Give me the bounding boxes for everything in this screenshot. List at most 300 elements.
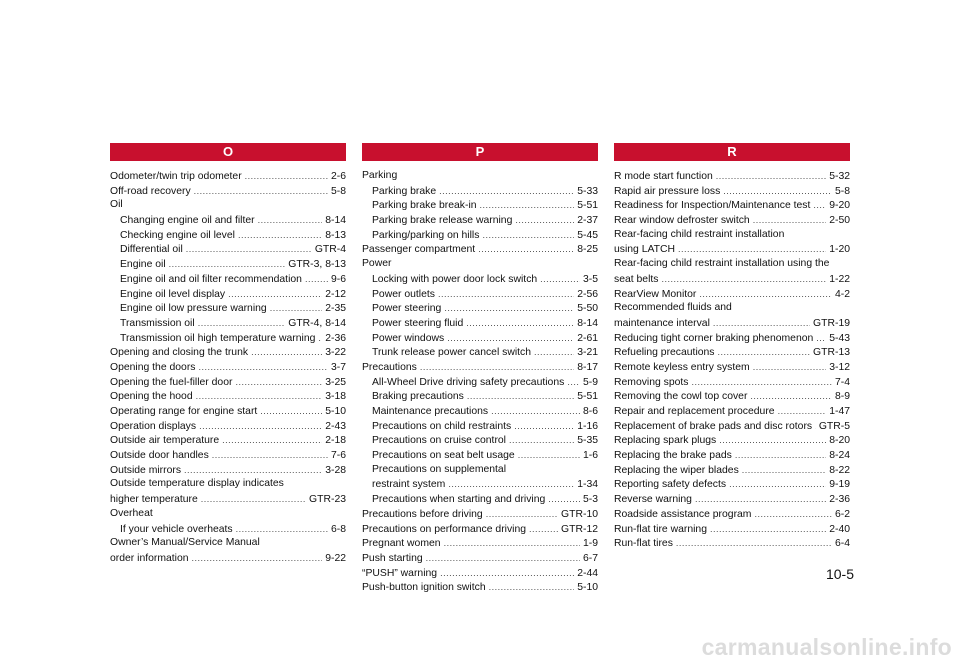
section-header-p: P <box>362 143 598 161</box>
index-entry <box>362 448 598 463</box>
entry-page-ref: 1-20 <box>829 244 850 256</box>
entry-text: Precautions on cruise control <box>372 435 506 447</box>
entry-page-ref: 5-32 <box>829 171 850 182</box>
index-entry <box>614 316 850 331</box>
entry-page-ref: GTR-19 <box>813 317 850 329</box>
index-entry <box>362 536 598 551</box>
entry-text: Power steering <box>372 303 442 315</box>
entry-page-ref: 5-51 <box>577 200 598 212</box>
entry-text: Engine oil low pressure warning <box>120 303 267 315</box>
entry-page-ref: 2-43 <box>325 420 346 432</box>
index-entry <box>614 507 850 522</box>
entry-text: Remote keyless entry system <box>614 361 750 373</box>
index-entry <box>614 360 850 375</box>
entry-page-ref: 7-4 <box>834 376 850 388</box>
entry-page-ref: 8-13 <box>325 229 346 241</box>
index-entry <box>614 433 850 448</box>
index-entry <box>110 522 346 537</box>
index-entry <box>362 507 598 522</box>
entry-text: Precautions on child restraints <box>372 420 512 432</box>
index-entry <box>362 477 598 492</box>
index-entry <box>362 404 598 419</box>
entry-text: Precautions on seat belt usage <box>372 450 515 462</box>
entry-page-ref: 2-35 <box>325 303 346 315</box>
index-entry <box>362 272 598 287</box>
dot-leader <box>813 198 826 213</box>
entry-text: Owner’s Manual/Service Manual <box>110 537 260 549</box>
dot-leader <box>489 580 575 595</box>
entry-text: Engine oil level display <box>120 288 226 300</box>
index-entry <box>362 228 598 243</box>
entry-text: Precautions <box>362 361 417 373</box>
entry-text: Outside air temperature <box>110 435 220 447</box>
entry-text: Pregnant women <box>362 538 441 550</box>
dot-leader <box>199 360 328 375</box>
dot-leader <box>509 433 574 448</box>
index-entry <box>110 198 346 213</box>
entry-text: Trunk release power cancel switch <box>372 347 532 359</box>
entry-page-ref: 2-36 <box>829 494 850 506</box>
dot-leader <box>518 448 580 463</box>
entry-page-ref: 2-40 <box>829 523 850 535</box>
entry-text: Parking brake break-in <box>372 200 477 212</box>
index-entry <box>110 536 346 551</box>
dot-leader <box>258 213 323 228</box>
entry-page-ref: 8-14 <box>577 317 598 329</box>
index-entry <box>110 448 346 463</box>
dot-leader <box>716 169 826 184</box>
entry-text: Run-flat tires <box>614 538 673 550</box>
entry-text: higher temperature <box>110 494 198 506</box>
entry-page-ref: 5-10 <box>325 406 346 417</box>
dot-leader <box>710 522 826 537</box>
index-entry <box>110 287 346 302</box>
index-entry <box>614 375 850 390</box>
entry-page-ref: 1-6 <box>582 450 598 462</box>
entry-text: maintenance interval <box>614 317 710 329</box>
watermark: carmanualsonline.info <box>701 634 952 660</box>
dot-leader <box>486 507 558 522</box>
index-entry <box>362 242 598 257</box>
entry-list-o <box>110 169 346 566</box>
dot-leader <box>480 198 575 213</box>
dot-leader <box>260 404 322 419</box>
entry-page-ref: 9-22 <box>325 552 346 564</box>
entry-text: Replacing the brake pads <box>614 450 732 462</box>
index-entry <box>362 257 598 272</box>
dot-leader <box>661 272 826 287</box>
entry-page-ref: 2-61 <box>577 332 598 344</box>
entry-text: Refueling precautions <box>614 347 715 359</box>
entry-list-r <box>614 169 850 551</box>
dot-leader <box>201 492 306 507</box>
entry-page-ref: 6-8 <box>330 523 346 535</box>
index-entry <box>110 169 346 184</box>
index-entry <box>362 345 598 360</box>
entry-text: Engine oil <box>120 259 166 271</box>
entry-page-ref: 5-50 <box>577 303 598 315</box>
index-entry <box>362 316 598 331</box>
entry-text: seat belts <box>614 273 659 285</box>
index-entry <box>110 375 346 390</box>
dot-leader <box>678 242 826 257</box>
dot-leader <box>194 184 328 199</box>
entry-text: Reporting safety defects <box>614 479 727 491</box>
entry-page-ref: 3-21 <box>577 347 598 359</box>
entry-text: Precautions before driving <box>362 508 483 520</box>
dot-leader <box>699 287 832 302</box>
index-entry <box>614 301 850 316</box>
entry-text: Removing spots <box>614 376 689 388</box>
index-entry <box>110 492 346 507</box>
entry-text: Rear-facing child restraint installation using the <box>614 258 830 270</box>
entry-text: Power steering fluid <box>372 317 464 329</box>
index-entry <box>614 228 850 243</box>
entry-page-ref: 9-6 <box>330 273 346 285</box>
dot-leader <box>270 301 323 316</box>
entry-page-ref: 2-44 <box>577 567 598 579</box>
section-header-o: O <box>110 143 346 161</box>
entry-text: Operation displays <box>110 420 197 432</box>
entry-text: Recommended fluids and <box>614 302 732 314</box>
entry-text: Odometer/twin trip odometer <box>110 171 242 182</box>
dot-leader <box>540 272 580 287</box>
index-entry <box>362 184 598 199</box>
dot-leader <box>754 507 832 522</box>
entry-page-ref: 8-17 <box>577 361 598 373</box>
index-entry <box>362 389 598 404</box>
index-entry <box>110 433 346 448</box>
dot-leader <box>753 360 827 375</box>
entry-page-ref: 2-18 <box>325 435 346 447</box>
entry-text: Changing engine oil and filter <box>120 215 255 227</box>
entry-text: Parking/parking on hills <box>372 229 480 241</box>
entry-text: Replacing spark plugs <box>614 435 717 447</box>
index-entry <box>362 198 598 213</box>
entry-text: Passenger compartment <box>362 244 476 256</box>
entry-page-ref: 1-16 <box>577 420 598 432</box>
entry-text: Repair and replacement procedure <box>614 406 775 417</box>
entry-text: Transmission oil <box>120 317 195 329</box>
entry-text: Removing the cowl top cover <box>614 391 748 403</box>
entry-page-ref: 1-22 <box>829 273 850 285</box>
entry-text: Locking with power door lock switch <box>372 273 538 285</box>
index-column-o <box>110 143 346 566</box>
index-entry <box>614 169 850 184</box>
entry-text: Outside mirrors <box>110 464 182 476</box>
entry-page-ref: 8-20 <box>829 435 850 447</box>
dot-leader <box>198 316 286 331</box>
entry-page-ref: GTR-23 <box>309 494 346 506</box>
entry-page-ref: 3-12 <box>829 361 850 373</box>
index-entry <box>362 360 598 375</box>
entry-page-ref: GTR-5 <box>818 420 850 432</box>
dot-leader <box>447 331 574 346</box>
dot-leader <box>529 522 558 537</box>
entry-text: RearView Monitor <box>614 288 697 300</box>
entry-page-ref: GTR-4, 8-14 <box>288 317 346 329</box>
entry-text: Rear window defroster switch <box>614 215 750 227</box>
entry-page-ref: 5-43 <box>829 332 850 344</box>
index-entry <box>110 477 346 492</box>
dot-leader <box>212 448 328 463</box>
dot-leader <box>440 566 574 581</box>
entry-text: Operating range for engine start <box>110 406 258 417</box>
index-entry <box>362 169 598 184</box>
index-entry <box>110 213 346 228</box>
dot-leader <box>420 360 574 375</box>
entry-list-p <box>362 169 598 595</box>
index-entry <box>614 287 850 302</box>
dot-leader <box>482 228 574 243</box>
entry-text: Parking <box>362 170 398 181</box>
dot-leader <box>723 184 832 199</box>
entry-page-ref: 1-9 <box>582 538 598 550</box>
index-entry <box>614 448 850 463</box>
index-entry <box>110 331 346 346</box>
entry-text: Engine oil and oil filter recommendation <box>120 273 302 285</box>
dot-leader <box>439 184 574 199</box>
index-entry <box>614 536 850 551</box>
index-entry <box>614 184 850 199</box>
dot-leader <box>719 433 826 448</box>
dot-leader <box>222 433 322 448</box>
entry-text: Roadside assistance program <box>614 508 752 520</box>
index-entry <box>614 257 850 272</box>
entry-text: Opening the doors <box>110 361 196 373</box>
index-entry <box>614 272 850 287</box>
dot-leader <box>467 389 574 404</box>
index-column-r <box>614 143 850 551</box>
entry-page-ref: GTR-3, 8-13 <box>288 259 346 271</box>
entry-text: Parking brake release warning <box>372 215 513 227</box>
entry-page-ref: 1-34 <box>577 479 598 491</box>
dot-leader <box>199 419 322 434</box>
dot-leader <box>466 316 574 331</box>
entry-text: Power <box>362 258 392 270</box>
section-header-r: R <box>614 143 850 161</box>
dot-leader <box>815 419 816 434</box>
dot-leader <box>548 492 580 507</box>
index-entry <box>614 404 850 419</box>
entry-page-ref: 5-10 <box>577 582 598 594</box>
dot-leader <box>718 345 811 360</box>
entry-page-ref: GTR-13 <box>813 347 850 359</box>
dot-leader <box>318 331 322 346</box>
index-entry <box>110 507 346 522</box>
entry-text: Maintenance precautions <box>372 406 489 417</box>
dot-leader <box>491 404 580 419</box>
entry-text: R mode start function <box>614 171 713 182</box>
entry-page-ref: 5-51 <box>577 391 598 403</box>
entry-page-ref: 6-2 <box>834 508 850 520</box>
entry-page-ref: GTR-10 <box>561 508 598 520</box>
entry-page-ref: 4-2 <box>834 288 850 300</box>
entry-text: “PUSH” warning <box>362 567 438 579</box>
entry-page-ref: 6-7 <box>582 552 598 564</box>
entry-text: Run-flat tire warning <box>614 523 707 535</box>
entry-text: Differential oil <box>120 244 183 256</box>
index-entry <box>110 242 346 257</box>
entry-text: Overheat <box>110 507 153 519</box>
entry-text: Precautions on supplemental <box>372 463 507 475</box>
index-entry <box>110 257 346 272</box>
index-entry <box>614 198 850 213</box>
dot-leader <box>444 536 580 551</box>
dot-leader <box>438 287 574 302</box>
entry-text: Push starting <box>362 552 423 564</box>
entry-page-ref: 7-6 <box>330 450 346 462</box>
entry-page-ref: 5-33 <box>577 185 598 197</box>
entry-page-ref: 1-47 <box>829 406 850 417</box>
index-entry <box>362 551 598 566</box>
dot-leader <box>729 477 826 492</box>
index-entry <box>362 566 598 581</box>
dot-leader <box>426 551 580 566</box>
entry-page-ref: 3-25 <box>325 376 346 388</box>
index-entry <box>614 345 850 360</box>
dot-leader <box>750 389 832 404</box>
dot-leader <box>235 375 322 390</box>
index-entry <box>110 228 346 243</box>
dot-leader <box>778 404 827 419</box>
entry-page-ref: 2-56 <box>577 288 598 300</box>
index-entry <box>362 213 598 228</box>
entry-page-ref: GTR-4 <box>314 244 346 256</box>
entry-text: Precautions on performance driving <box>362 523 527 535</box>
dot-leader <box>238 228 322 243</box>
dot-leader <box>692 375 832 390</box>
entry-page-ref: 8-25 <box>577 244 598 256</box>
entry-text: Push-button ignition switch <box>362 582 486 594</box>
entry-page-ref: 2-37 <box>577 215 598 227</box>
entry-page-ref: 2-36 <box>325 332 346 344</box>
index-entry <box>614 213 850 228</box>
dot-leader <box>478 242 574 257</box>
index-entry <box>110 389 346 404</box>
page-number: 10-5 <box>825 566 854 582</box>
dot-leader <box>228 287 322 302</box>
entry-page-ref: 9-19 <box>829 479 850 491</box>
entry-page-ref: 8-14 <box>325 215 346 227</box>
dot-leader <box>753 213 826 228</box>
index-entry <box>614 389 850 404</box>
index-column-p <box>362 143 598 595</box>
entry-page-ref: 3-18 <box>325 391 346 403</box>
entry-text: Reverse warning <box>614 494 692 506</box>
dot-leader <box>192 551 323 566</box>
entry-text: Checking engine oil level <box>120 229 235 241</box>
entry-page-ref: 5-8 <box>834 185 850 197</box>
dot-leader <box>251 345 322 360</box>
index-entry <box>110 360 346 375</box>
dot-leader <box>515 213 574 228</box>
index-entry <box>110 272 346 287</box>
entry-text: Oil <box>110 199 123 211</box>
dot-leader <box>567 375 580 390</box>
entry-text: All-Wheel Drive driving safety precautions <box>372 376 565 388</box>
index-entry <box>110 419 346 434</box>
index-entry <box>110 301 346 316</box>
entry-page-ref: GTR-12 <box>561 523 598 535</box>
index-entry <box>110 551 346 566</box>
entry-text: Outside temperature display indicates <box>110 478 284 490</box>
index-entry <box>614 522 850 537</box>
dot-leader <box>742 463 826 478</box>
entry-text: Precautions when starting and driving <box>372 494 546 506</box>
index-entry <box>362 375 598 390</box>
entry-page-ref: 8-22 <box>829 464 850 476</box>
index-entry <box>614 242 850 257</box>
entry-text: Reducing tight corner braking phenomenon <box>614 332 814 344</box>
dot-leader <box>184 463 322 478</box>
dot-leader <box>169 257 286 272</box>
entry-text: Replacement of brake pads and disc rotors <box>614 420 813 432</box>
dot-leader <box>196 389 323 404</box>
index-entry <box>614 419 850 434</box>
entry-text: Transmission oil high temperature warning <box>120 332 316 344</box>
index-entry <box>110 316 346 331</box>
entry-text: Opening and closing the trunk <box>110 347 249 359</box>
index-entry <box>110 463 346 478</box>
dot-leader <box>713 316 810 331</box>
entry-text: Replacing the wiper blades <box>614 464 739 476</box>
dot-leader <box>676 536 832 551</box>
entry-text: using LATCH <box>614 244 676 256</box>
entry-page-ref: 3-5 <box>582 273 598 285</box>
dot-leader <box>236 522 328 537</box>
entry-page-ref: 3-22 <box>325 347 346 359</box>
entry-page-ref: 6-4 <box>834 538 850 550</box>
dot-leader <box>186 242 312 257</box>
dot-leader <box>448 477 574 492</box>
entry-text: Braking precautions <box>372 391 464 403</box>
entry-page-ref: 5-8 <box>330 185 346 197</box>
index-entry <box>614 477 850 492</box>
dot-leader <box>816 331 826 346</box>
entry-text: order information <box>110 552 189 564</box>
entry-text: Rapid air pressure loss <box>614 185 721 197</box>
entry-text: Parking brake <box>372 185 437 197</box>
index-entry <box>614 492 850 507</box>
entry-page-ref: 8-6 <box>582 406 598 417</box>
entry-page-ref: 9-20 <box>829 200 850 212</box>
dot-leader <box>245 169 328 184</box>
index-entry <box>362 331 598 346</box>
entry-page-ref: 5-45 <box>577 229 598 241</box>
entry-text: Power windows <box>372 332 445 344</box>
entry-text: Off-road recovery <box>110 185 191 197</box>
entry-text: Outside door handles <box>110 450 209 462</box>
entry-text: restraint system <box>372 479 446 491</box>
index-entry <box>362 492 598 507</box>
entry-page-ref: 5-9 <box>582 376 598 388</box>
dot-leader <box>514 419 574 434</box>
dot-leader <box>695 492 826 507</box>
dot-leader <box>444 301 574 316</box>
dot-leader <box>305 272 328 287</box>
entry-page-ref: 2-6 <box>330 171 346 182</box>
entry-text: Opening the fuel-filler door <box>110 376 233 388</box>
entry-page-ref: 5-3 <box>582 494 598 506</box>
index-entry <box>614 463 850 478</box>
index-entry <box>362 433 598 448</box>
entry-text: Power outlets <box>372 288 435 300</box>
entry-page-ref: 5-35 <box>577 435 598 447</box>
dot-leader <box>735 448 826 463</box>
entry-page-ref: 2-12 <box>325 288 346 300</box>
index-entry <box>362 580 598 595</box>
